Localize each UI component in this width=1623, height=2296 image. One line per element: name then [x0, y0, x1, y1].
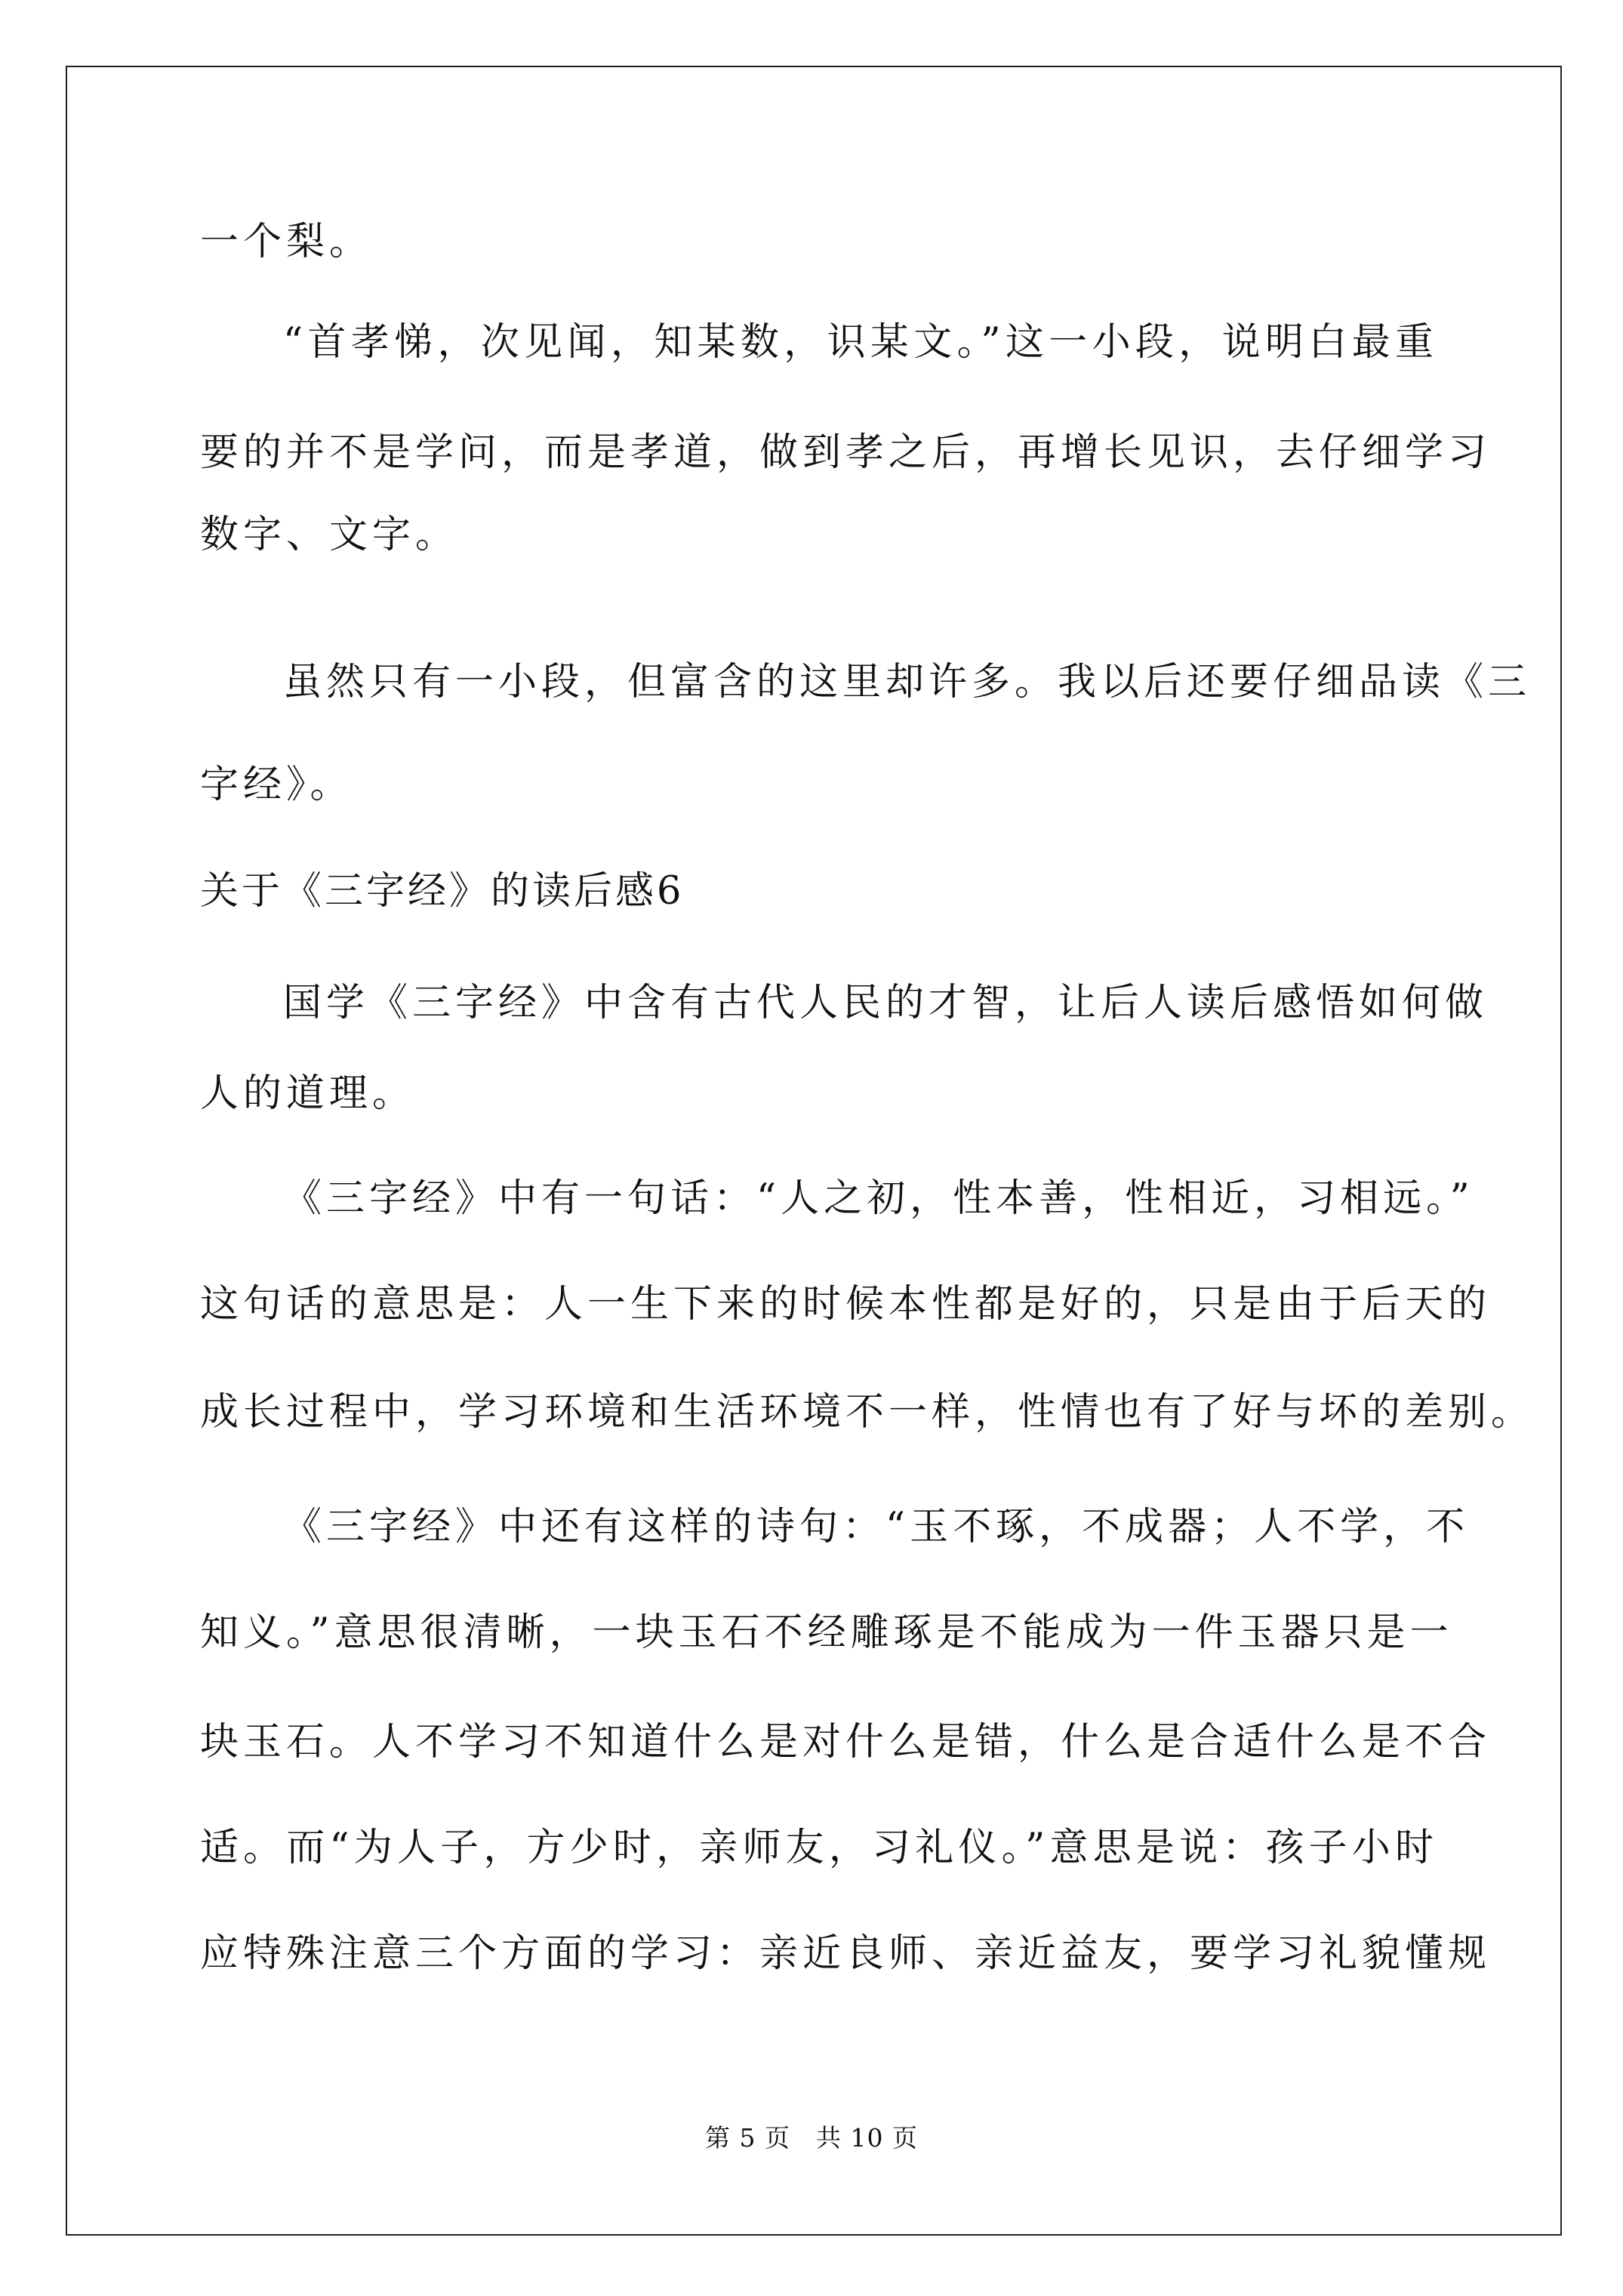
- page-number-footer: 第 5 页 共 10 页: [705, 2123, 918, 2153]
- text-line-5: 虽然只有一小段，但富含的这里却许多。我以后还要仔细品读《三: [283, 660, 1532, 704]
- text-line-10: 这句话的意思是：人一生下来的时候本性都是好的，只是由于后天的: [200, 1282, 1492, 1327]
- text-line-4: 数字、文字。: [200, 513, 459, 557]
- text-line-13: 知义。”意思很清晰，一块玉石不经雕琢是不能成为一件玉器只是一: [200, 1610, 1453, 1655]
- text-line-12: 《三字经》中还有这样的诗句：“玉不琢，不成器；人不学，不: [283, 1505, 1470, 1549]
- page-border: [66, 66, 1562, 2236]
- text-line-14: 块玉石。人不学习不知道什么是对什么是错，什么是合适什么是不合: [200, 1720, 1492, 1764]
- text-line-9: 《三字经》中有一句话：“人之初，性本善，性相近，习相远。”: [283, 1176, 1474, 1221]
- text-line-2: “首孝悌，次见闻，知某数，识某文。”这一小段，说明白最重: [283, 320, 1438, 365]
- text-line-16: 应特殊注意三个方面的学习：亲近良师、亲近益友，要学习礼貌懂规: [200, 1931, 1492, 1976]
- section-heading: 关于《三字经》的读后感6: [200, 869, 685, 914]
- text-line-3: 要的并不是学问，而是孝道，做到孝之后，再增长见识，去仔细学习: [200, 430, 1492, 475]
- text-line-7: 国学《三字经》中含有古代人民的才智，让后人读后感悟如何做: [283, 981, 1489, 1025]
- text-line-15: 适。而“为人子，方少时，亲师友，习礼仪。”意思是说：孩子小时: [200, 1826, 1438, 1870]
- text-line-6: 字经》。: [200, 763, 353, 807]
- text-line-8: 人的道理。: [200, 1071, 416, 1116]
- text-line-1: 一个梨。: [200, 220, 373, 264]
- text-line-11: 成长过程中，学习环境和生活环境不一样，性情也有了好与坏的差别。: [200, 1390, 1535, 1435]
